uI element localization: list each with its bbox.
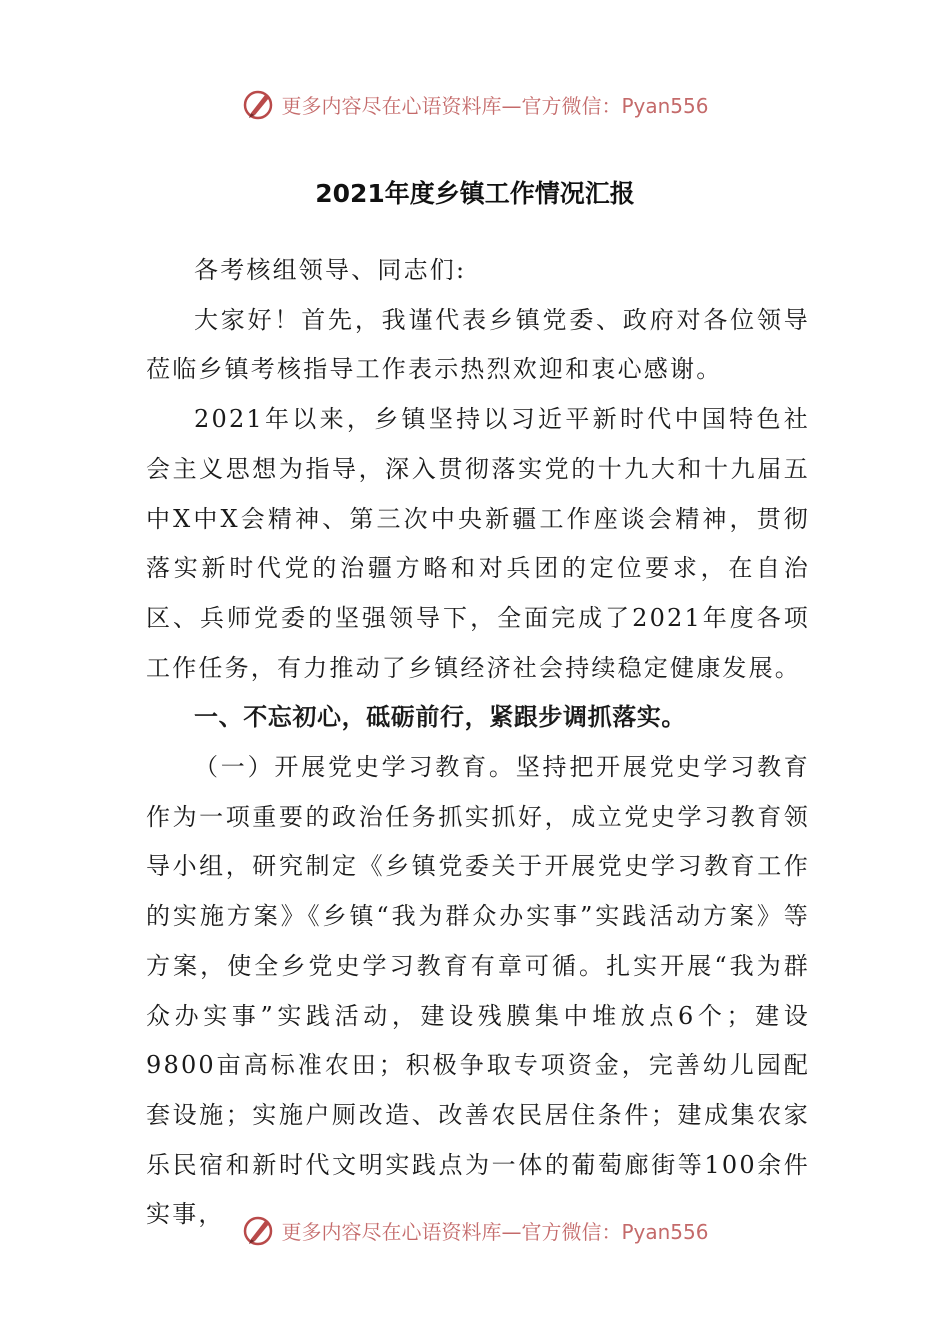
document-body: [146, 246, 810, 1240]
salutation: 各考核组领导、同志们:: [194, 256, 467, 284]
summary-paragraph: 2021年以来，乡镇坚持以习近平新时代中国特色社会主义思想为指导，深入贯彻落实党的十九大和十九届五中X中X会精神、第三次中央新疆工作座谈会精神，贯彻落实新时代党的治疆方略和对兵团的定位要求，在自治区、兵师党委的坚强领导下，全面完成了2021年度各项工作任务，有力推动了乡镇经济社会持续稳定健康发展。: [146, 405, 810, 682]
pen-logo-icon: [241, 1212, 277, 1248]
section-heading-1: 一、不忘初心，砥砺前行，紧跟步调抓落实。: [194, 703, 686, 732]
watermark-text: 更多内容尽在心语资料库—官方微信：Pyan556: [281, 93, 709, 118]
watermark-banner-bottom: [0, 1210, 950, 1250]
subsection-paragraph-1: （一）开展党史学习教育。坚持把开展党史学习教育作为一项重要的政治任务抓实抓好，成立党史学习教育领导小组，研究制定《乡镇党委关于开展党史学习教育工作的实施方案》《乡镇“我为群众办实事”实践活动方案》等方案，使全乡党史学习教育有章可循。扎实开展“我为群众办实事”实践活动，建设残膜集中堆放点6个；建设9800亩高标准农田；积极争取专项资金，完善幼儿园配套设施；实施户厕改造、改善农民居住条件；建成集农家乐民宿和新时代文明实践点为一体的葡萄廊街等100余件实事，: [146, 753, 810, 1229]
pen-logo-icon: [241, 86, 277, 122]
watermark-text: 更多内容尽在心语资料库—官方微信：Pyan556: [281, 1219, 709, 1244]
greeting-paragraph: 大家好！首先，我谨代表乡镇党委、政府对各位领导莅临乡镇考核指导工作表示热烈欢迎和衷心感谢。: [146, 305, 810, 384]
watermark-banner-top: [0, 84, 950, 124]
document-title: 2021年度乡镇工作情况汇报: [315, 179, 635, 208]
